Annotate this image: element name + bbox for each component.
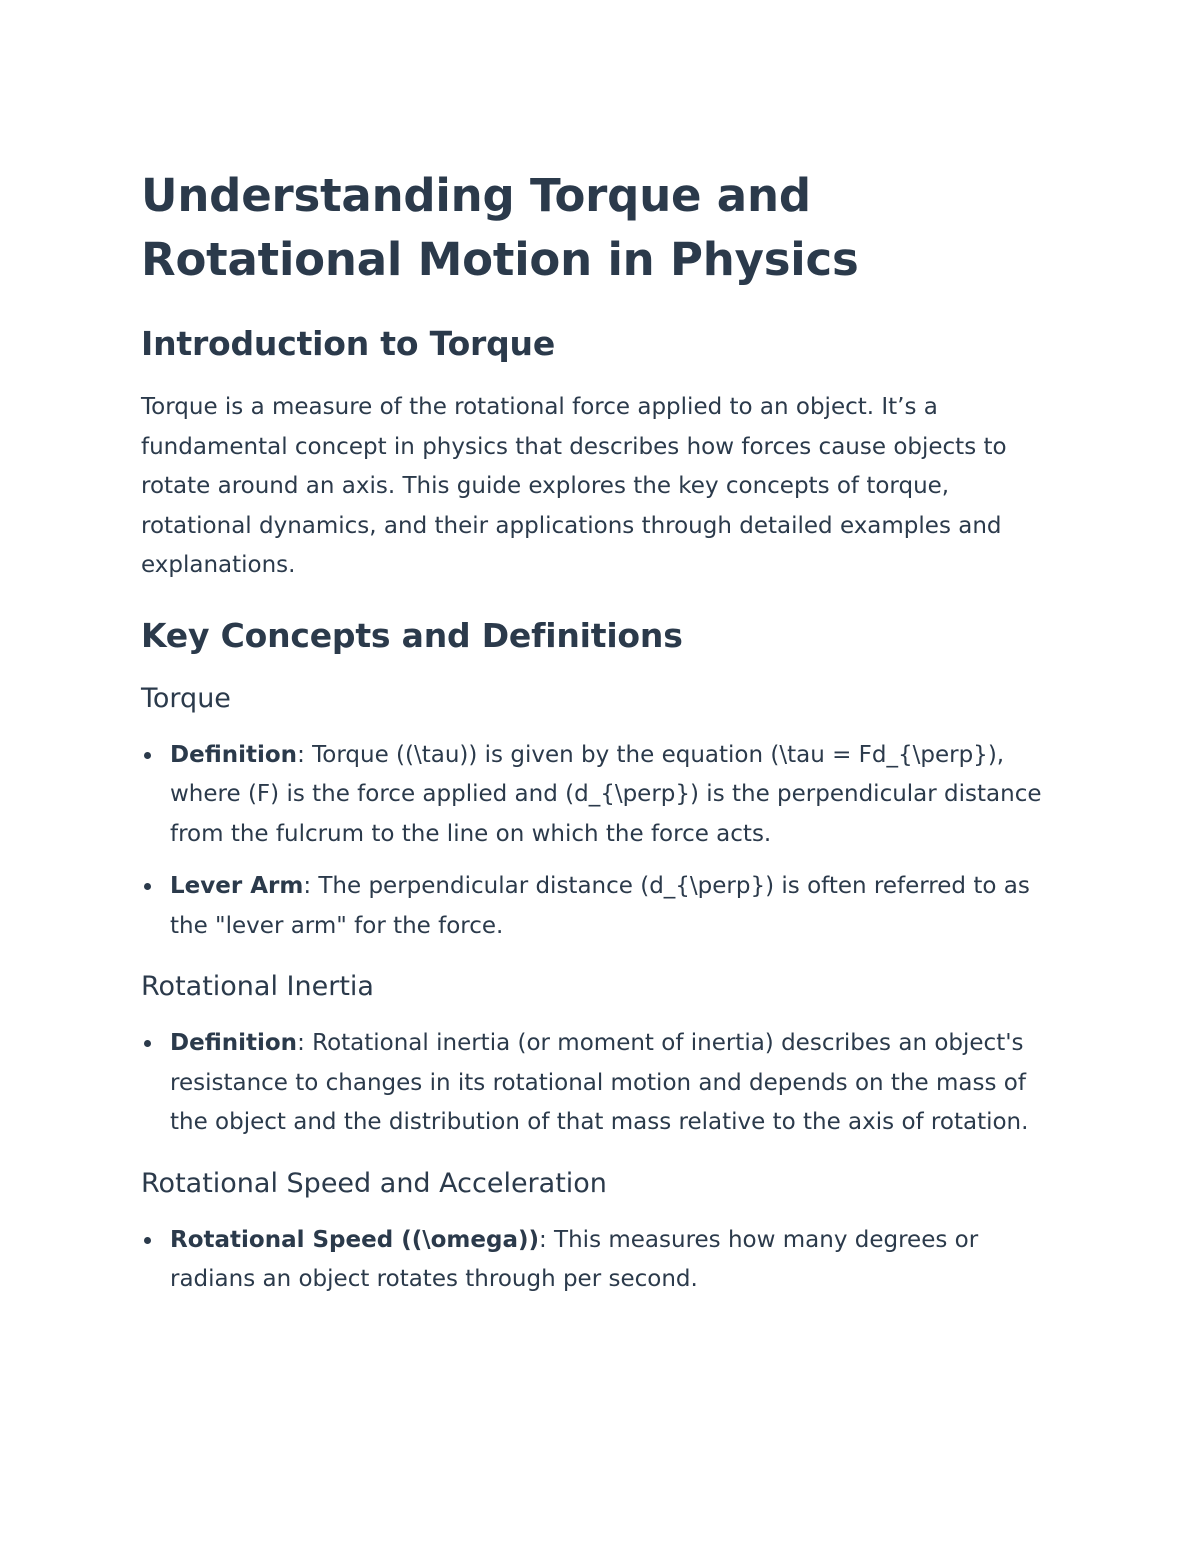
list-item-text: : Rotational inertia (or moment of inertia) describes an object's resistance to changes in its rotational motion and depends on the mass of the object and the distribution of that mass relative to the axis of rotation. xyxy=(170,1030,1029,1135)
bullet-icon xyxy=(144,752,151,759)
intro-paragraph: Torque is a measure of the rotational force applied to an object. It’s a fundamental concept in physics that describes how forces cause objects to rotate around an axis. This guide explores the key concepts of torque, rotational dynamics, and their applications through detailed examples and explanations. xyxy=(141,394,1007,578)
list-item-term: Definition xyxy=(170,1030,298,1056)
list-item-term: Rotational Speed ((\omega)) xyxy=(170,1226,539,1253)
list-item-text: : The perpendicular distance (d_{\perp}) is often referred to as the "lever arm" for the force. xyxy=(170,873,1030,939)
speed-list xyxy=(141,1221,1056,1300)
inertia-list xyxy=(141,1024,1056,1143)
bullet-icon xyxy=(144,1237,151,1244)
list-item-term: Lever Arm xyxy=(170,873,304,899)
list-item-text: : This measures how many degrees or radians an object rotates through per second. xyxy=(170,1226,979,1292)
document-title: Understanding Torque and Rotational Motion in Physics xyxy=(141,169,859,286)
section-heading-introduction: Introduction to Torque xyxy=(141,324,556,363)
bullet-icon xyxy=(144,1040,151,1047)
list-item-text: : Torque ((\tau)) is given by the equation (\tau = Fd_{\perp}), where (F) is the force applied and (d_{\perp}) is the perpendicular distance from the fulcrum to the line on which the force acts. xyxy=(170,741,1042,847)
list-item xyxy=(141,1221,1056,1300)
torque-list xyxy=(141,736,1056,947)
bullet-icon xyxy=(144,883,151,890)
document-page xyxy=(141,164,1056,1322)
section-heading-key-concepts: Key Concepts and Definitions xyxy=(141,615,683,655)
subsection-heading-torque: Torque xyxy=(141,682,231,714)
subsection-heading-rotational-speed: Rotational Speed and Acceleration xyxy=(141,1167,607,1199)
list-item xyxy=(141,1024,1056,1143)
list-item xyxy=(141,736,1056,855)
list-item-term: Definition xyxy=(170,741,298,768)
subsection-heading-rotational-inertia: Rotational Inertia xyxy=(141,971,374,1002)
list-item xyxy=(141,867,1056,946)
